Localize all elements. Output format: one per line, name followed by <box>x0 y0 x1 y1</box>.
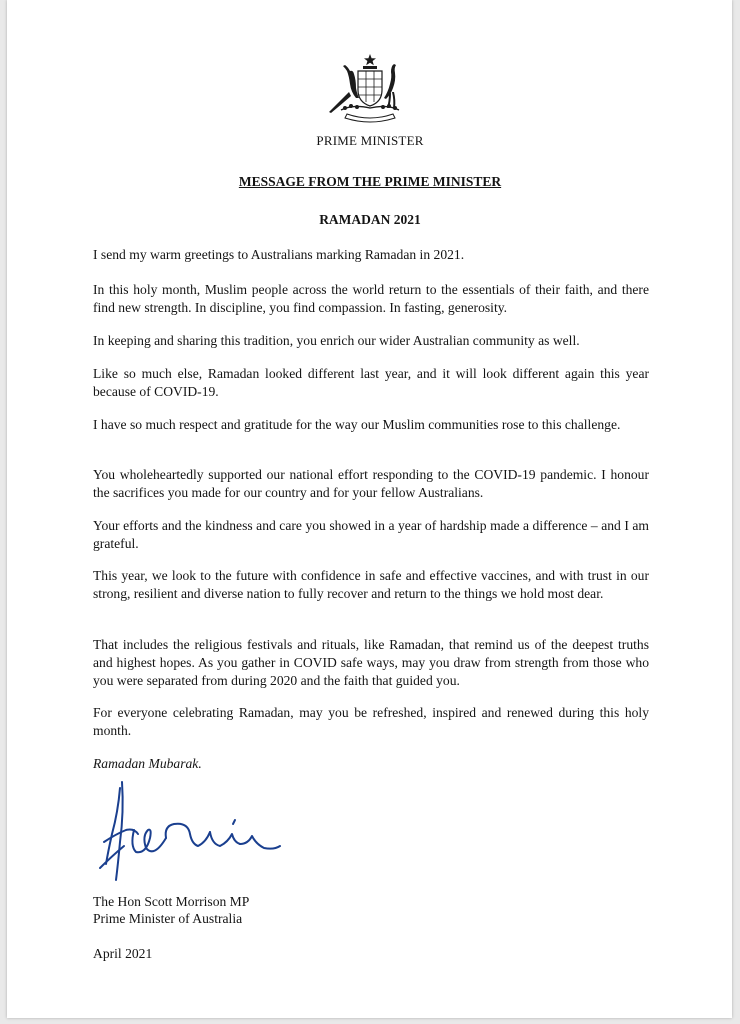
handwritten-signature-icon <box>94 772 284 884</box>
body-paragraph: I have so much respect and gratitude for the way our Muslim communities rose to this challenge. <box>93 417 621 432</box>
message-subtitle: RAMADAN 2021 <box>319 212 421 227</box>
body-paragraph: For everyone celebrating Ramadan, may you be refreshed, inspired and renewed during this holy month. <box>93 705 649 738</box>
body-paragraph: In keeping and sharing this tradition, you enrich our wider Australian community as well. <box>93 333 580 348</box>
signatory-block <box>93 893 249 927</box>
signatory-title: Prime Minister of Australia <box>93 911 243 926</box>
australian-coat-of-arms-icon <box>323 52 417 126</box>
body-paragraph: Like so much else, Ramadan looked different last year, and it will look different again this year because of COVID-19. <box>93 366 649 399</box>
body-paragraph: In this holy month, Muslim people across the world return to the essentials of their faith, and there find new strength. In discipline, you find compassion. In fasting, generosity. <box>93 282 649 315</box>
body-paragraph: Your efforts and the kindness and care you showed in a year of hardship made a difference – and I am grateful. <box>93 518 649 551</box>
body-paragraph: You wholeheartedly supported our national effort responding to the COVID-19 pandemic. I honour the sacrifices you made for our country and for your fellow Australians. <box>93 467 649 500</box>
letter-date: April 2021 <box>93 946 153 961</box>
body-paragraph: I send my warm greetings to Australians marking Ramadan in 2021. <box>93 247 465 262</box>
letterhead-office: PRIME MINISTER <box>316 133 424 148</box>
body-paragraph: This year, we look to the future with confidence in safe and effective vaccines, and with trust in our strong, resilient and diverse nation to fully recover and return to the things we hold most dear. <box>93 568 649 601</box>
body-paragraph: That includes the religious festivals and rituals, like Ramadan, that remind us of the deepest truths and highest hopes. As you gather in COVID safe ways, may you draw from strength from those who you were separated from during 2020 and the faith that guided you. <box>93 637 649 688</box>
message-title: MESSAGE FROM THE PRIME MINISTER <box>238 174 502 189</box>
signatory-name: The Hon Scott Morrison MP <box>93 894 250 909</box>
closing-salutation: Ramadan Mubarak. <box>93 756 202 771</box>
